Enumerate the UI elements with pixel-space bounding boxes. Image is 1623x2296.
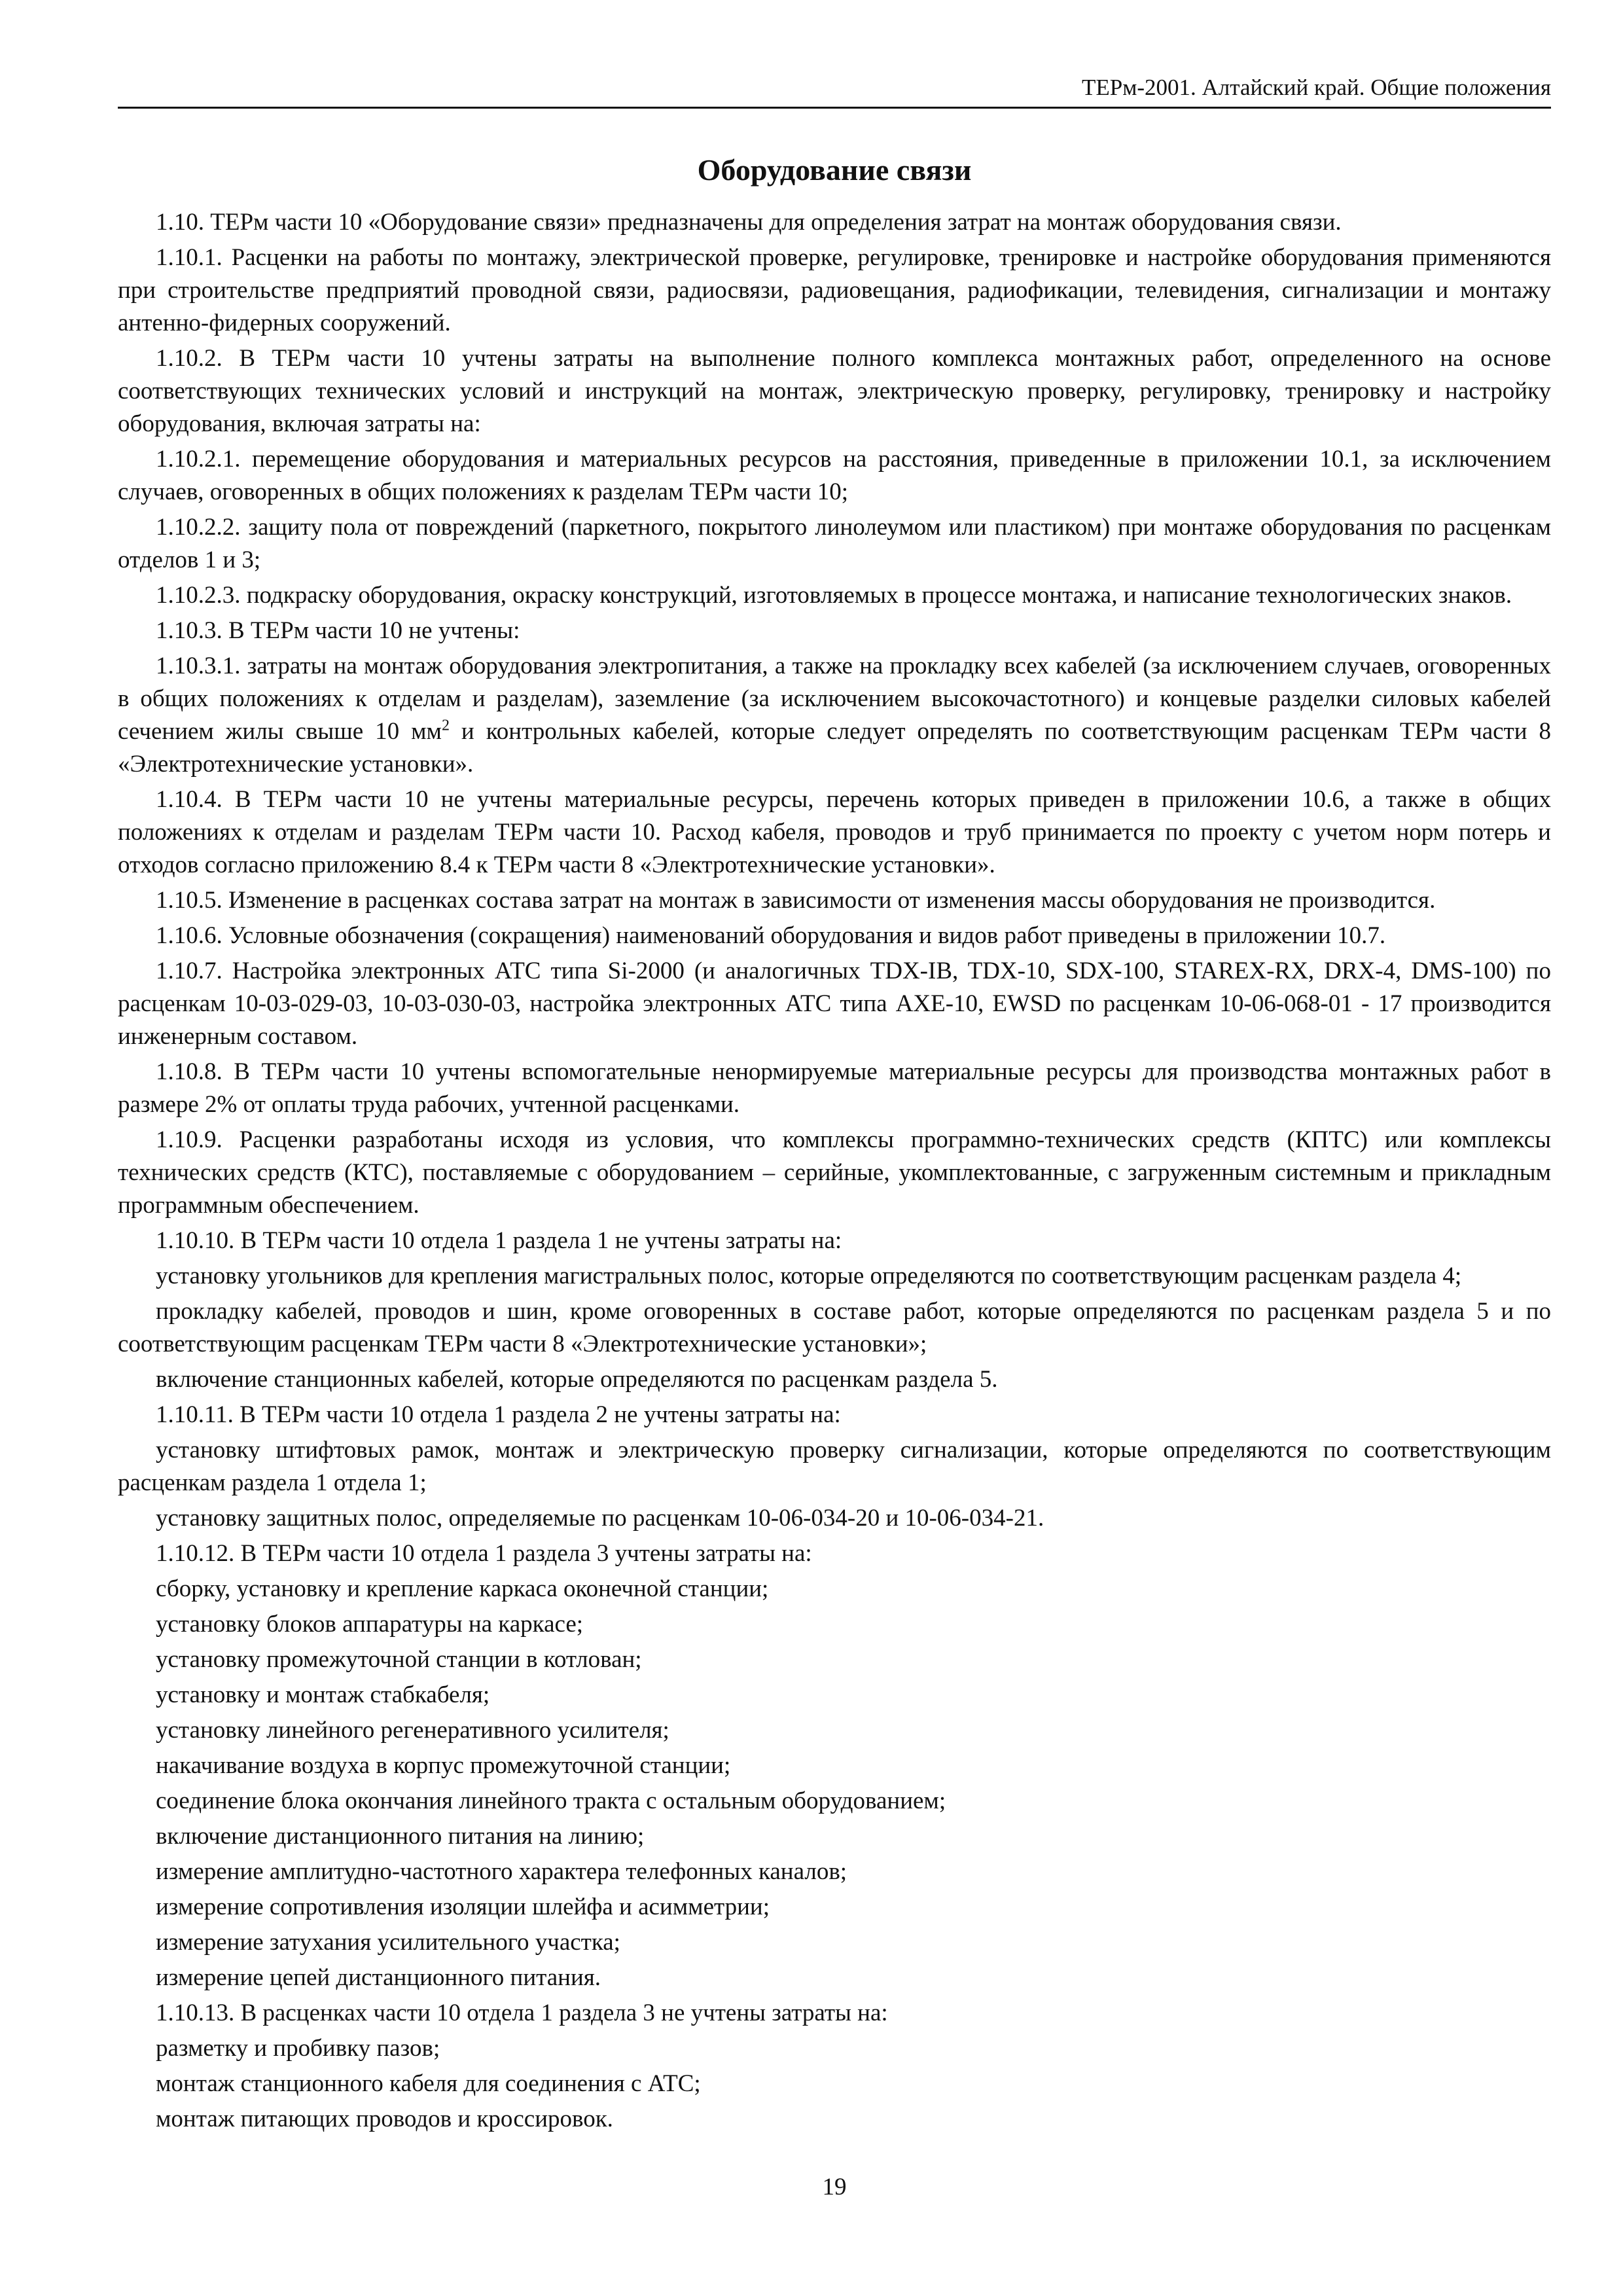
list-item: установку и монтаж стабкабеля; — [156, 1681, 490, 1708]
list-item: разметку и пробивку пазов; — [156, 2035, 440, 2062]
header-rule — [118, 107, 1551, 109]
superscript-2: 2 — [441, 717, 450, 734]
paragraph-1-10-11: 1.10.11. В ТЕРм части 10 отдела 1 раздела 2 не учтены затраты на: — [156, 1401, 841, 1428]
paragraph-1-10-2-1: 1.10.2.1. перемещение оборудования и материальных ресурсов на расстояния, приведенные в приложении 10.1, за исключением случаев, оговоренных в общих положениях к разделам ТЕРм части 10; — [118, 446, 1551, 505]
paragraph-1-10-6: 1.10.6. Условные обозначения (сокращения) наименований оборудования и видов работ приведены в приложении 10.7. — [156, 922, 1386, 949]
paragraph-1-10-3-1-text-after: и контрольных кабелей, которые следует определять по соответствующим расценкам ТЕРм части 8 «Электротехнические установки». — [118, 718, 1551, 778]
list-item: монтаж станционного кабеля для соединения с АТС; — [156, 2070, 701, 2097]
list-item: измерение затухания усилительного участка; — [156, 1929, 620, 1956]
list-item: накачивание воздуха в корпус промежуточной станции; — [156, 1752, 731, 1779]
list-item: измерение цепей дистанционного питания. — [156, 1964, 601, 1991]
paragraph-1-10-8: 1.10.8. В ТЕРм части 10 учтены вспомогательные ненормируемые материальные ресурсы для производства монтажных работ в размере 2% от оплаты труда рабочих, учтенной расценками. — [118, 1058, 1551, 1118]
list-item: установку защитных полос, определяемые по расценкам 10-06-034-20 и 10-06-034-21. — [156, 1505, 1044, 1532]
paragraph-1-10-10: 1.10.10. В ТЕРм части 10 отдела 1 раздела 1 не учтены затраты на: — [156, 1227, 842, 1254]
paragraph-1-10-1: 1.10.1. Расценки на работы по монтажу, электрической проверке, регулировке, тренировке и настройке оборудования применяются при строительстве предприятий проводной связи, радиосвязи, радиовещания, радиофикации, телевидения, сигнализации и монтажу антенно-фидерных сооружений. — [118, 244, 1551, 336]
list-item: сборку, установку и крепление каркаса оконечной станции; — [156, 1575, 769, 1602]
list-item: соединение блока окончания линейного тракта с остальным оборудованием; — [156, 1787, 946, 1814]
paragraph-1-10-7: 1.10.7. Настройка электронных АТС типа Si-2000 (и аналогичных TDX-IB, TDX-10, SDX-100, STAREX-RX, DRX-4, DMS-100) по расценкам 10-03-029-03, 10-03-030-03, настройка электронных АТС типа AXE-10, EWSD по расценкам 10-06-068-01 - 17 производится инженерным составом. — [118, 958, 1551, 1050]
paragraph-1-10-13: 1.10.13. В расценках части 10 отдела 1 раздела 3 не учтены затраты на: — [156, 2000, 888, 2026]
list-item: установку блоков аппаратуры на каркасе; — [156, 1611, 584, 1638]
running-header: ТЕРм-2001. Алтайский край. Общие положения — [1081, 75, 1551, 100]
paragraph-1-10-2-3: 1.10.2.3. подкраску оборудования, окраску конструкций, изготовляемых в процессе монтажа, и написание технологических знаков. — [156, 582, 1512, 609]
list-item: установку штифтовых рамок, монтаж и электрическую проверку сигнализации, которые определяются по соответствующим расценкам раздела 1 отдела 1; — [118, 1437, 1551, 1496]
list-item: включение дистанционного питания на линию; — [156, 1823, 645, 1850]
section-title: Оборудование связи — [697, 153, 972, 187]
list-item: установку промежуточной станции в котлован; — [156, 1646, 642, 1673]
list-item: включение станционных кабелей, которые определяются по расценкам раздела 5. — [156, 1366, 998, 1393]
list-item: измерение амплитудно-частотного характера телефонных каналов; — [156, 1858, 847, 1885]
paragraph-1-10-3-1-text-before: 1.10.3.1. затраты на монтаж оборудования электропитания, а также на прокладку всех кабелей (за исключением случаев, оговоренных в общих положениях к отделам и разделам), заземление (за исключением высокочастотного) и концевые разделки силовых кабелей сечением жилы свыше 10 мм — [118, 653, 1551, 745]
document-page — [118, 0, 1551, 2296]
list-item: монтаж питающих проводов и кроссировок. — [156, 2106, 613, 2132]
paragraph-1-10-5: 1.10.5. Изменение в расценках состава затрат на монтаж в зависимости от изменения массы оборудования не производится. — [156, 887, 1436, 914]
page-number: 19 — [822, 2174, 847, 2200]
paragraph-1-10-3-1 — [118, 650, 1551, 781]
paragraph-1-10-9: 1.10.9. Расценки разработаны исходя из условия, что комплексы программно-технических средств (КПТС) или комплексы технических средств (КТС), поставляемые с оборудованием – серийные, укомплектованные, с загруженным системным и прикладным программным обеспечением. — [118, 1126, 1551, 1219]
paragraph-1-10-12: 1.10.12. В ТЕРм части 10 отдела 1 раздела 3 учтены затраты на: — [156, 1540, 812, 1567]
list-item: измерение сопротивления изоляции шлейфа и асимметрии; — [156, 1893, 770, 1920]
paragraph-1-10-2-2: 1.10.2.2. защиту пола от повреждений (паркетного, покрытого линолеумом или пластиком) при монтаже оборудования по расценкам отделов 1 и 3; — [118, 514, 1551, 573]
list-item: установку линейного регенеративного усилителя; — [156, 1717, 669, 1744]
paragraph-1-10-4: 1.10.4. В ТЕРм части 10 не учтены материальные ресурсы, перечень которых приведен в приложении 10.6, а также в общих положениях к отделам и разделам ТЕРм части 10. Расход кабеля, проводов и труб принимается по проекту с учетом норм потерь и отходов согласно приложению 8.4 к ТЕРм части 8 «Электротехнические установки». — [118, 786, 1551, 878]
body-text — [118, 206, 1551, 2138]
paragraph-1-10-3: 1.10.3. В ТЕРм части 10 не учтены: — [156, 617, 520, 644]
paragraph-1-10: 1.10. ТЕРм части 10 «Оборудование связи» предназначены для определения затрат на монтаж оборудования связи. — [156, 209, 1342, 236]
list-item: установку угольников для крепления магистральных полос, которые определяются по соответствующим расценкам раздела 4; — [156, 1263, 1462, 1289]
list-item: прокладку кабелей, проводов и шин, кроме оговоренных в составе работ, которые определяются по расценкам раздела 5 и по соответствующим расценкам ТЕРм части 8 «Электротехнические установки»; — [118, 1298, 1551, 1357]
paragraph-1-10-2: 1.10.2. В ТЕРм части 10 учтены затраты на выполнение полного комплекса монтажных работ, определенного на основе соответствующих технических условий и инструкций на монтаж, электрическую проверку, регулировку, тренировку и настройку оборудования, включая затраты на: — [118, 345, 1551, 437]
